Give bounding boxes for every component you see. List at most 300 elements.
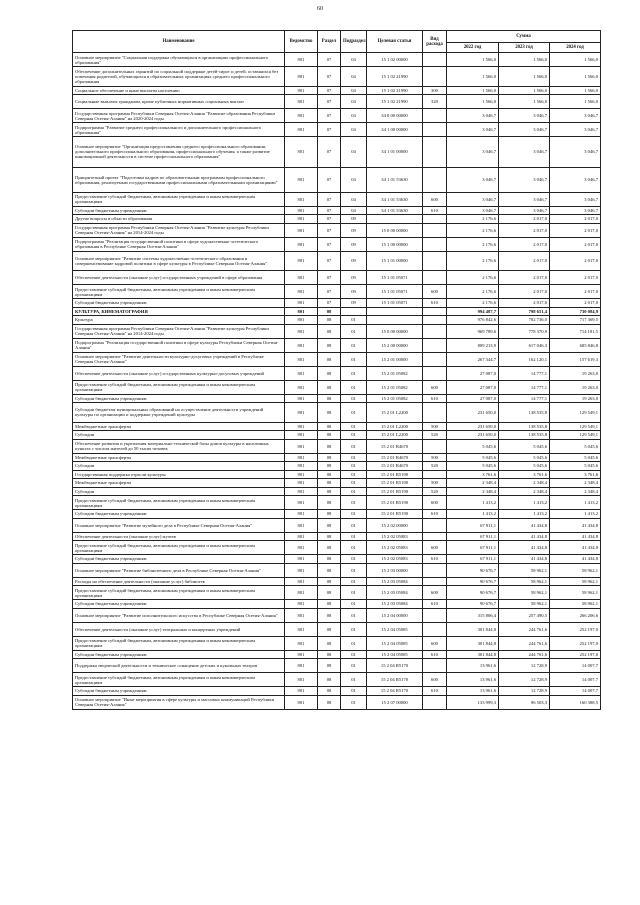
row-2022: 315 806,4 bbox=[447, 608, 499, 622]
row-2022: 67 911,1 bbox=[447, 532, 499, 541]
row-2023: 41 434,8 bbox=[499, 541, 550, 555]
row-ministry: 801 bbox=[285, 431, 318, 440]
row-name: Субсидии bbox=[73, 462, 285, 471]
row-2024: 2 017,0 bbox=[550, 251, 601, 271]
row-2023: 2 017,0 bbox=[499, 223, 550, 237]
row-ministry: 801 bbox=[285, 622, 318, 636]
row-ministry: 801 bbox=[285, 95, 318, 109]
row-section: 08 bbox=[318, 518, 341, 532]
header-section: Раздел bbox=[318, 31, 341, 53]
row-section: 08 bbox=[318, 316, 341, 325]
row-2022: 969 789,6 bbox=[447, 324, 499, 338]
row-subsection: 04 bbox=[341, 167, 367, 192]
table-row bbox=[73, 109, 601, 123]
row-ministry: 801 bbox=[285, 215, 318, 224]
row-2022: 67 911,1 bbox=[447, 518, 499, 532]
row-ministry: 801 bbox=[285, 586, 318, 600]
row-section: 08 bbox=[318, 462, 341, 471]
row-name: Государственная программа Республики Северная Осетия-Алания "Развитие образования Республики Северная Осетия-Алания" на 2020-2024 годы bbox=[73, 109, 285, 123]
row-name: Субсидии бюджетам муниципальных образований на осуществление деятельности учреждений культуры по организации и поддержке учреждений культуры bbox=[73, 403, 285, 423]
row-ministry: 801 bbox=[285, 453, 318, 462]
row-subsection: 04 bbox=[341, 206, 367, 215]
row-name: Подпрограмма "Развитие среднего профессионального и дополнительного профессионального образования" bbox=[73, 123, 285, 137]
row-expense bbox=[423, 577, 447, 586]
row-2024: 129 549,1 bbox=[550, 431, 601, 440]
table-row bbox=[73, 687, 601, 696]
row-target: 15 2 04 05085 bbox=[367, 636, 423, 650]
table-row bbox=[73, 86, 601, 95]
row-subsection: 01 bbox=[341, 636, 367, 650]
row-section: 07 bbox=[318, 215, 341, 224]
row-section: 08 bbox=[318, 659, 341, 673]
table-row bbox=[73, 299, 601, 308]
row-ministry: 801 bbox=[285, 137, 318, 168]
row-expense bbox=[423, 563, 447, 577]
row-expense bbox=[423, 439, 447, 453]
header-2022: 2022 год bbox=[447, 43, 499, 53]
row-ministry: 801 bbox=[285, 167, 318, 192]
row-ministry: 801 bbox=[285, 422, 318, 431]
row-2024: 41 434,8 bbox=[550, 555, 601, 564]
row-expense bbox=[423, 67, 447, 87]
row-section: 07 bbox=[318, 86, 341, 95]
row-target: 15 2 04 00000 bbox=[367, 608, 423, 622]
row-subsection: 01 bbox=[341, 316, 367, 325]
row-2022: 3 761,6 bbox=[447, 470, 499, 479]
row-name: Субсидии бюджетным учреждениям bbox=[73, 206, 285, 215]
row-name: Предоставление субсидий бюджетным, автономным учреждениям и иным некоммерческим организациям bbox=[73, 380, 285, 394]
row-target: 34 1 00 00000 bbox=[367, 123, 423, 137]
row-target: 15 2 04 R5170 bbox=[367, 659, 423, 673]
row-name: Культура bbox=[73, 316, 285, 325]
row-2022: 301 844,8 bbox=[447, 622, 499, 636]
row-subsection: 01 bbox=[341, 577, 367, 586]
row-expense bbox=[423, 470, 447, 479]
table-row bbox=[73, 206, 601, 215]
row-ministry: 801 bbox=[285, 636, 318, 650]
row-2022: 1 413,2 bbox=[447, 510, 499, 519]
row-2024: 5 045,6 bbox=[550, 462, 601, 471]
row-subsection: 01 bbox=[341, 496, 367, 510]
row-subsection: 01 bbox=[341, 324, 367, 338]
row-ministry: 801 bbox=[285, 695, 318, 709]
row-subsection: 01 bbox=[341, 518, 367, 532]
row-section: 08 bbox=[318, 324, 341, 338]
row-2024: 19 263,0 bbox=[550, 380, 601, 394]
table-row bbox=[73, 462, 601, 471]
row-2023: 244 761,6 bbox=[499, 622, 550, 636]
row-ministry: 801 bbox=[285, 487, 318, 496]
table-row bbox=[73, 622, 601, 636]
row-2024: 5 045,6 bbox=[550, 439, 601, 453]
row-2022: 809 213,9 bbox=[447, 338, 499, 352]
table-row bbox=[73, 439, 601, 453]
row-section: 08 bbox=[318, 403, 341, 423]
row-name: Основное мероприятие "Развитие исполнительского искусства в Республике Северная Осетия-Алания" bbox=[73, 608, 285, 622]
row-ministry: 801 bbox=[285, 541, 318, 555]
row-target: 15 2 01 05082 bbox=[367, 394, 423, 403]
row-2023: 58 962,1 bbox=[499, 600, 550, 609]
row-expense bbox=[423, 237, 447, 251]
row-section: 08 bbox=[318, 366, 341, 380]
row-target: 15 1 02 21990 bbox=[367, 86, 423, 95]
row-2024: 1 566,0 bbox=[550, 95, 601, 109]
row-2024: 19 263,0 bbox=[550, 366, 601, 380]
row-2023: 2 017,0 bbox=[499, 271, 550, 285]
row-name: Государственная программа Республики Северная Осетия-Алания "Развитие культуры Республики Северная Осетия-Алания" на 2014-2024 годы bbox=[73, 324, 285, 338]
row-2022: 3 046,7 bbox=[447, 206, 499, 215]
row-target: 15 2 01 R5190 bbox=[367, 496, 423, 510]
row-name: Основное мероприятие "Иные мероприятия в сфере культуры и массовых коммуникаций Республики Северная Осетия-Алания" bbox=[73, 695, 285, 709]
row-subsection: 09 bbox=[341, 271, 367, 285]
row-section: 08 bbox=[318, 608, 341, 622]
row-expense: 600 bbox=[423, 380, 447, 394]
row-2022: 5 045,6 bbox=[447, 453, 499, 462]
row-2024: 41 434,8 bbox=[550, 532, 601, 541]
row-2022: 1 566,0 bbox=[447, 95, 499, 109]
row-2024: 730 084,9 bbox=[550, 307, 601, 316]
row-ministry: 801 bbox=[285, 223, 318, 237]
row-expense bbox=[423, 251, 447, 271]
row-subsection: 04 bbox=[341, 123, 367, 137]
row-section: 07 bbox=[318, 299, 341, 308]
row-expense: 500 bbox=[423, 422, 447, 431]
row-2023: 3 046,7 bbox=[499, 192, 550, 206]
table-row bbox=[73, 608, 601, 622]
table-row bbox=[73, 352, 601, 366]
row-section: 08 bbox=[318, 563, 341, 577]
row-subsection: 09 bbox=[341, 215, 367, 224]
row-2022: 13 961,6 bbox=[447, 673, 499, 687]
row-target: 15 2 01 L2200 bbox=[367, 422, 423, 431]
row-2023: 3 046,7 bbox=[499, 123, 550, 137]
table-row bbox=[73, 510, 601, 519]
row-ministry: 801 bbox=[285, 439, 318, 453]
row-subsection: 09 bbox=[341, 223, 367, 237]
row-2023: 58 962,1 bbox=[499, 586, 550, 600]
table-row bbox=[73, 586, 601, 600]
row-2024: 14 007,7 bbox=[550, 673, 601, 687]
row-2022: 2 348,4 bbox=[447, 487, 499, 496]
table-row bbox=[73, 453, 601, 462]
header-2024: 2024 год bbox=[550, 43, 601, 53]
row-expense bbox=[423, 403, 447, 423]
row-target: 15 2 04 R5170 bbox=[367, 673, 423, 687]
row-section: 08 bbox=[318, 496, 341, 510]
table-row bbox=[73, 636, 601, 650]
row-2022: 2 176,6 bbox=[447, 223, 499, 237]
row-name: Обеспечение деятельности (оказание услуг) музеев bbox=[73, 532, 285, 541]
row-section: 08 bbox=[318, 439, 341, 453]
table-row bbox=[73, 316, 601, 325]
row-section: 08 bbox=[318, 470, 341, 479]
row-name: Основное мероприятие "Развитие библиотечного дела в Республике Северная Осетия-Алания" bbox=[73, 563, 285, 577]
row-2022: 2 348,4 bbox=[447, 479, 499, 488]
table-row bbox=[73, 192, 601, 206]
row-2024: 1 413,2 bbox=[550, 510, 601, 519]
row-2023: 778 370,9 bbox=[499, 324, 550, 338]
row-expense: 600 bbox=[423, 192, 447, 206]
row-target: 15 2 01 L2200 bbox=[367, 403, 423, 423]
row-ministry: 801 bbox=[285, 271, 318, 285]
row-subsection: 01 bbox=[341, 352, 367, 366]
row-subsection: 01 bbox=[341, 541, 367, 555]
row-2024: 160 388,5 bbox=[550, 695, 601, 709]
row-name: Обеспечение деятельности (оказание услуг) государственных культурно-досуговых учреждений bbox=[73, 366, 285, 380]
row-expense: 610 bbox=[423, 510, 447, 519]
row-section: 08 bbox=[318, 431, 341, 440]
row-2023: 782 736,0 bbox=[499, 316, 550, 325]
row-expense bbox=[423, 695, 447, 709]
row-target: 15 2 01 00000 bbox=[367, 352, 423, 366]
row-target: 15 2 03 05084 bbox=[367, 600, 423, 609]
row-2022: 67 911,1 bbox=[447, 555, 499, 564]
row-ministry: 801 bbox=[285, 380, 318, 394]
row-2024: 714 181,5 bbox=[550, 324, 601, 338]
row-ministry: 801 bbox=[285, 470, 318, 479]
row-name: Субсидии бюджетным учреждениям bbox=[73, 394, 285, 403]
row-2024: 3 046,7 bbox=[550, 206, 601, 215]
header-expense: Вид расхода bbox=[423, 31, 447, 53]
row-subsection: 04 bbox=[341, 137, 367, 168]
row-2023: 2 017,0 bbox=[499, 237, 550, 251]
row-name: Государственная поддержка отрасли культуры bbox=[73, 470, 285, 479]
row-section: 07 bbox=[318, 167, 341, 192]
table-row bbox=[73, 487, 601, 496]
row-ministry: 801 bbox=[285, 307, 318, 316]
row-ministry: 801 bbox=[285, 251, 318, 271]
row-2022: 133 999,3 bbox=[447, 695, 499, 709]
row-expense: 610 bbox=[423, 687, 447, 696]
row-ministry: 801 bbox=[285, 462, 318, 471]
row-2022: 231 650,0 bbox=[447, 431, 499, 440]
page-number: 60 bbox=[317, 6, 323, 12]
row-expense bbox=[423, 137, 447, 168]
row-subsection: 04 bbox=[341, 53, 367, 67]
row-name: Субсидии бюджетным учреждениям bbox=[73, 299, 285, 308]
table-row bbox=[73, 659, 601, 673]
row-2024: 3 046,7 bbox=[550, 109, 601, 123]
row-name: Предоставление субсидий бюджетным, автономным учреждениям и иным некоммерческим организациям bbox=[73, 496, 285, 510]
table-row bbox=[73, 422, 601, 431]
row-ministry: 801 bbox=[285, 123, 318, 137]
table-row bbox=[73, 470, 601, 479]
row-subsection: 01 bbox=[341, 555, 367, 564]
row-2024: 2 348,4 bbox=[550, 487, 601, 496]
table-row bbox=[73, 394, 601, 403]
row-name: Поддержка творческой деятельности и техническое оснащение детских и кукольных театров bbox=[73, 659, 285, 673]
row-name: Межбюджетные трансферты bbox=[73, 453, 285, 462]
row-2022: 2 176,6 bbox=[447, 285, 499, 299]
row-target: 15 2 03 05084 bbox=[367, 577, 423, 586]
row-name: Субсидии бюджетным учреждениям bbox=[73, 510, 285, 519]
row-ministry: 801 bbox=[285, 532, 318, 541]
row-2024: 2 017,0 bbox=[550, 215, 601, 224]
row-section: 08 bbox=[318, 338, 341, 352]
row-2022: 231 650,0 bbox=[447, 422, 499, 431]
row-expense bbox=[423, 324, 447, 338]
row-2023: 798 651,4 bbox=[499, 307, 550, 316]
row-2023: 12 728,9 bbox=[499, 687, 550, 696]
row-2024: 2 017,0 bbox=[550, 299, 601, 308]
row-2022: 13 961,6 bbox=[447, 687, 499, 696]
row-section: 08 bbox=[318, 600, 341, 609]
table-row bbox=[73, 137, 601, 168]
row-2023: 96 503,3 bbox=[499, 695, 550, 709]
row-target bbox=[367, 215, 423, 224]
row-target: 15 2 03 05084 bbox=[367, 586, 423, 600]
row-2024: 717 369,5 bbox=[550, 316, 601, 325]
row-2023: 58 962,1 bbox=[499, 563, 550, 577]
row-section: 08 bbox=[318, 577, 341, 586]
row-target: 15 2 00 00000 bbox=[367, 338, 423, 352]
row-name: Социальные выплаты гражданам, кроме публичных нормативных социальных выплат bbox=[73, 95, 285, 109]
row-2023: 3 046,7 bbox=[499, 167, 550, 192]
row-2023: 257 490,5 bbox=[499, 608, 550, 622]
row-ministry: 801 bbox=[285, 518, 318, 532]
row-target: 15 2 02 05083 bbox=[367, 555, 423, 564]
row-target: 34 1 01 53630 bbox=[367, 167, 423, 192]
row-2024: 58 962,1 bbox=[550, 563, 601, 577]
row-ministry: 801 bbox=[285, 316, 318, 325]
row-target: 15 2 02 00000 bbox=[367, 518, 423, 532]
row-target: 34 1 01 53630 bbox=[367, 206, 423, 215]
row-2023: 2 017,0 bbox=[499, 215, 550, 224]
row-2024: 14 007,7 bbox=[550, 687, 601, 696]
row-2023: 3 761,6 bbox=[499, 470, 550, 479]
table-row bbox=[73, 324, 601, 338]
row-2023: 41 434,8 bbox=[499, 532, 550, 541]
row-2022: 27 087,0 bbox=[447, 394, 499, 403]
row-expense: 320 bbox=[423, 95, 447, 109]
row-name: Государственная программа Республики Северная Осетия-Алания "Развитие культуры Республики Северная Осетия-Алания" на 2014-2024 годы bbox=[73, 223, 285, 237]
row-subsection: 09 bbox=[341, 285, 367, 299]
row-section: 08 bbox=[318, 673, 341, 687]
row-2024: 252 197,0 bbox=[550, 636, 601, 650]
row-expense bbox=[423, 215, 447, 224]
row-target: 34 0 00 00000 bbox=[367, 109, 423, 123]
table-row bbox=[73, 380, 601, 394]
table-row bbox=[73, 223, 601, 237]
row-expense: 520 bbox=[423, 431, 447, 440]
row-2022: 1 413,2 bbox=[447, 496, 499, 510]
row-ministry: 801 bbox=[285, 237, 318, 251]
row-2024: 2 017,0 bbox=[550, 237, 601, 251]
row-2022: 3 046,7 bbox=[447, 137, 499, 168]
row-section: 07 bbox=[318, 251, 341, 271]
row-name: Обеспечение деятельности (оказание услуг) театральных и концертных учреждений bbox=[73, 622, 285, 636]
row-name: Субсидии бюджетным учреждениям bbox=[73, 555, 285, 564]
row-2022: 2 176,6 bbox=[447, 215, 499, 224]
row-target: 15 2 01 R4670 bbox=[367, 453, 423, 462]
row-expense bbox=[423, 338, 447, 352]
table-row bbox=[73, 95, 601, 109]
row-name: Другие вопросы в области образования bbox=[73, 215, 285, 224]
row-expense bbox=[423, 223, 447, 237]
row-2022: 13 961,6 bbox=[447, 659, 499, 673]
row-subsection: 01 bbox=[341, 422, 367, 431]
row-2023: 58 962,1 bbox=[499, 577, 550, 586]
row-section: 07 bbox=[318, 206, 341, 215]
row-name: Субсидии бюджетным учреждениям bbox=[73, 600, 285, 609]
row-2023: 5 045,6 bbox=[499, 453, 550, 462]
row-subsection: 04 bbox=[341, 95, 367, 109]
row-target: 15 2 03 00000 bbox=[367, 563, 423, 577]
table-row bbox=[73, 479, 601, 488]
table-row bbox=[73, 555, 601, 564]
row-expense bbox=[423, 316, 447, 325]
table-row bbox=[73, 541, 601, 555]
row-2022: 27 087,0 bbox=[447, 366, 499, 380]
row-2022: 5 045,6 bbox=[447, 462, 499, 471]
row-name: Основное мероприятие "Организация предоставления среднего профессионального образования, дополнительного профессионального образования, профессионального обучения, а также развитие инновационной деятельности в системе профессионального образования" bbox=[73, 137, 285, 168]
row-expense: 600 bbox=[423, 496, 447, 510]
row-subsection: 04 bbox=[341, 192, 367, 206]
row-2023: 3 046,7 bbox=[499, 206, 550, 215]
row-ministry: 801 bbox=[285, 403, 318, 423]
row-ministry: 801 bbox=[285, 555, 318, 564]
table-row bbox=[73, 307, 601, 316]
row-expense: 500 bbox=[423, 479, 447, 488]
row-name: Обеспечение развития и укрепления материально-технической базы домов культуры в населенных пунктах с числом жителей до 50 тысяч человек bbox=[73, 439, 285, 453]
row-ministry: 801 bbox=[285, 394, 318, 403]
row-section: 07 bbox=[318, 285, 341, 299]
row-subsection: 01 bbox=[341, 622, 367, 636]
row-2022: 231 650,0 bbox=[447, 403, 499, 423]
row-subsection: 01 bbox=[341, 431, 367, 440]
table-row bbox=[73, 53, 601, 67]
row-ministry: 801 bbox=[285, 192, 318, 206]
table-row bbox=[73, 695, 601, 709]
row-target: 15 2 01 R5190 bbox=[367, 479, 423, 488]
row-2024: 3 046,7 bbox=[550, 123, 601, 137]
row-subsection: 09 bbox=[341, 251, 367, 271]
row-ministry: 801 bbox=[285, 352, 318, 366]
row-2024: 58 962,1 bbox=[550, 577, 601, 586]
row-subsection: 04 bbox=[341, 109, 367, 123]
row-target: 15 2 01 R5190 bbox=[367, 487, 423, 496]
row-2024: 685 846,8 bbox=[550, 338, 601, 352]
row-expense: 600 bbox=[423, 636, 447, 650]
row-subsection: 01 bbox=[341, 687, 367, 696]
row-2023: 14 777,1 bbox=[499, 366, 550, 380]
row-2024: 3 046,7 bbox=[550, 137, 601, 168]
row-section: 08 bbox=[318, 307, 341, 316]
row-2023: 138 535,8 bbox=[499, 422, 550, 431]
row-2023: 244 761,6 bbox=[499, 650, 550, 659]
row-target: 15 2 01 05082 bbox=[367, 380, 423, 394]
row-target: 34 1 01 53630 bbox=[367, 192, 423, 206]
row-ministry: 801 bbox=[285, 366, 318, 380]
row-target bbox=[367, 307, 423, 316]
row-subsection: 01 bbox=[341, 659, 367, 673]
row-expense bbox=[423, 352, 447, 366]
row-ministry: 801 bbox=[285, 324, 318, 338]
row-2022: 2 176,6 bbox=[447, 237, 499, 251]
row-name: Основное мероприятие "Социальная поддержка обучающихся в организациях профессионального образования" bbox=[73, 53, 285, 67]
row-target: 15 2 01 L2200 bbox=[367, 431, 423, 440]
row-section: 08 bbox=[318, 453, 341, 462]
row-expense bbox=[423, 532, 447, 541]
row-2023: 1 566,0 bbox=[499, 86, 550, 95]
row-section: 08 bbox=[318, 636, 341, 650]
row-expense bbox=[423, 659, 447, 673]
row-subsection: 01 bbox=[341, 462, 367, 471]
row-subsection: 01 bbox=[341, 439, 367, 453]
row-section: 07 bbox=[318, 223, 341, 237]
row-target: 15 2 07 00000 bbox=[367, 695, 423, 709]
row-expense bbox=[423, 167, 447, 192]
